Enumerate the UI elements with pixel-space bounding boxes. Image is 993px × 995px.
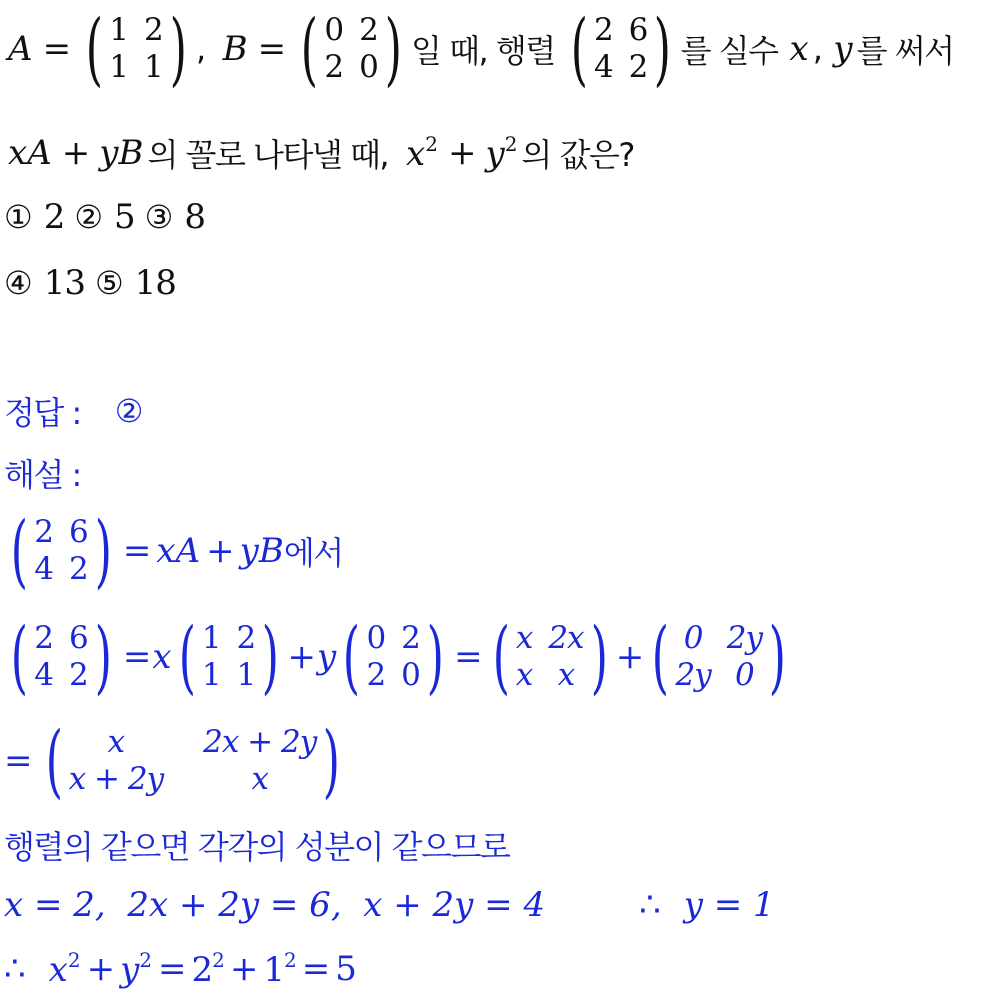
- choice-3-value: 8: [184, 197, 205, 237]
- solution-label: 해설 :: [4, 456, 81, 494]
- choices-row-2: [4, 258, 186, 308]
- choice-1-mark[interactable]: ①: [4, 198, 32, 236]
- matrix-C: ( 2 6 4 2 ): [570, 2, 671, 95]
- solution-step-3: = ( x 2x + 2y x + 2y x ): [4, 714, 340, 807]
- question-line-2: x A + y B 의 꼴로 나타낼 때, $x^2$ + $y^2$ 의 값은?: [8, 132, 634, 174]
- solution-step-5: x = 2, 2x + 2y = 6, x + 2y = 4 ∴ y = 1: [4, 885, 775, 925]
- var-B: B: [222, 29, 248, 69]
- final-result: 5: [335, 949, 356, 989]
- answer-label: 정답 :: [4, 394, 81, 432]
- choices-row-1: [4, 192, 215, 242]
- solution-step-4: 행렬의 같으면 각각의 성분이 같으므로: [4, 828, 510, 866]
- matrix-B: ( 0 2 2 0 ): [300, 2, 402, 95]
- solution-step-6: ∴ $x^2$ + $y^2$ = $2^2$ + $1^2$ = 5: [4, 948, 356, 990]
- choice-5-value: 18: [134, 263, 176, 303]
- choice-2-value: 5: [114, 197, 135, 237]
- choice-5-mark[interactable]: ⑤: [94, 264, 123, 302]
- choice-2-mark[interactable]: ②: [74, 198, 103, 236]
- equals: =: [42, 29, 71, 69]
- answer-value: ②: [114, 392, 143, 430]
- matrix-A: ( 1 2 1 1 ): [85, 2, 187, 95]
- choice-4-mark[interactable]: ④: [4, 264, 32, 302]
- choice-1-value: 2: [43, 197, 65, 237]
- solution-step-2: ( 2 6 4 2 ) = x ( 1 2 1 1 ) + y ( 0 2 2 0 ) = ( x 2x x x ) + ( 0 2y 2y 0 ): [10, 610, 786, 703]
- var-A: A: [8, 29, 33, 69]
- choice-4-value: 13: [43, 263, 85, 303]
- choice-3-mark[interactable]: ③: [144, 198, 173, 236]
- question-line-1: A = ( 1 2 1 1 ) , B = ( 0 2 2 0 ) 일 때, 행렬 ( 2 6 4 2 ) 를 실수 x , y 를 써서: [8, 2, 954, 95]
- question-text-1: 일 때, 행렬: [411, 32, 555, 70]
- answer-line: [4, 386, 154, 436]
- solution-step-1: ( 2 6 4 2 ) = x A + y B 에서: [10, 504, 343, 597]
